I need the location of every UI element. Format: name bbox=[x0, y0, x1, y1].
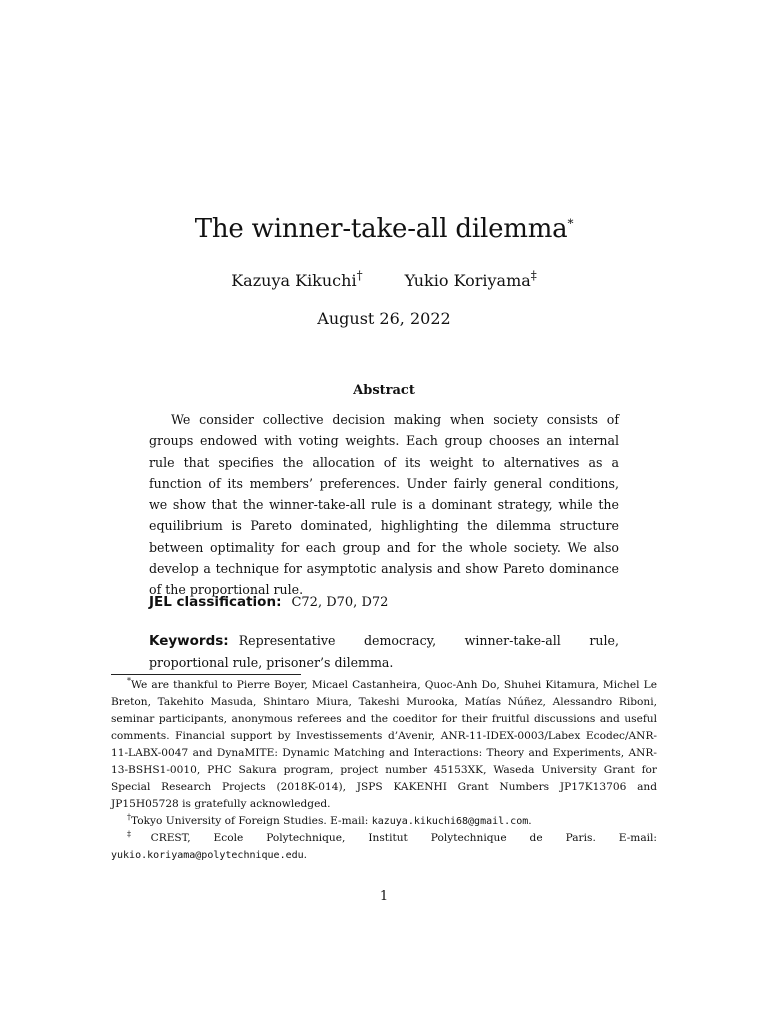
email-koriyama[interactable]: yukio.koriyama@polytechnique.edu bbox=[111, 850, 304, 861]
footnote-period: . bbox=[528, 815, 532, 827]
footnotes bbox=[111, 677, 657, 864]
jel-classification bbox=[149, 592, 619, 613]
footnote-period: . bbox=[303, 849, 308, 861]
jel-label: JEL classification: bbox=[149, 594, 282, 610]
keywords-text: Representative democracy, winner-take-all rule, proportional rule, prisoner’s dilemma. bbox=[149, 633, 619, 670]
jel-codes: C72, D70, D72 bbox=[291, 595, 389, 610]
footnote-rule bbox=[111, 674, 301, 675]
page-number: 1 bbox=[379, 889, 389, 904]
paper-date: August 26, 2022 bbox=[317, 309, 451, 328]
abstract-body: We consider collective decision making when society consists of groups endowed with voting weights. Each group chooses an internal rule that specifies the allocation of its weight to alternatives as a function of its members’ preferences. Under fairly general conditions, we show that the winner-take-all rule is a dominant strategy, while the equilibrium is Pareto dominated, highlighting the dilemma structure between optimality for each group and for the whole society. We also develop a technique for asymptotic analysis and show Pareto dominance of the proportional rule. bbox=[149, 412, 619, 598]
author-footnote-mark: ‡ bbox=[530, 268, 537, 283]
footnote-mark: ‡ bbox=[127, 829, 151, 839]
keywords-label: Keywords: bbox=[149, 633, 229, 649]
title-footnote-mark: * bbox=[567, 216, 574, 231]
author-name: Yukio Koriyama bbox=[404, 271, 531, 290]
abstract-heading: Abstract bbox=[353, 383, 415, 398]
footnote-thanks bbox=[111, 677, 657, 813]
footnote-koriyama bbox=[111, 830, 657, 847]
footnote-text: Tokyo University of Foreign Studies. E-mail: bbox=[131, 815, 372, 827]
email-kikuchi[interactable]: kazuya.kikuchi68@gmail.com bbox=[371, 816, 529, 827]
keywords bbox=[149, 630, 619, 673]
author-footnote-mark: † bbox=[356, 268, 363, 283]
footnote-mark: * bbox=[127, 676, 131, 686]
footnote-kikuchi bbox=[111, 813, 657, 830]
author-list bbox=[0, 270, 768, 292]
title-text: The winner-take-all dilemma bbox=[194, 214, 568, 244]
footnote-text: We are thankful to Pierre Boyer, Micael Castanheira, Quoc-Anh Do, Shuhei Kitamura, Michel Le Breton, Takehito Masuda, Shintaro Miura, Takeshi Murooka, Matías Núñez, Alessandro Riboni, seminar participants, anonymous referees and the coeditor for their fruitful discussions and useful comments. Financial support by Investissements d’Avenir, ANR-11-IDEX-0003/Labex Ecodec/ANR-11-LABX-0047 and DynaMITE: Dynamic Matching and Interactions: Theory and Experiments, ANR-13-BSHS1-0010, PHC Sakura program, project number 45153XK, Waseda University Grant for Special Research Projects (2018K-014), JSPS KAKENHI Grant Numbers JP17K13706 and JP15H05728 is gratefully acknowledged. bbox=[111, 679, 657, 810]
footnote-text: CREST, Ecole Polytechnique, Institut Polytechnique de Paris. E-mail: bbox=[150, 832, 658, 844]
author-kikuchi bbox=[231, 270, 362, 292]
footnote-koriyama-email bbox=[111, 847, 657, 864]
paper-title bbox=[0, 212, 768, 246]
author-name: Kazuya Kikuchi bbox=[231, 271, 357, 290]
author-koriyama bbox=[405, 270, 537, 292]
footnote-mark: † bbox=[127, 812, 131, 822]
